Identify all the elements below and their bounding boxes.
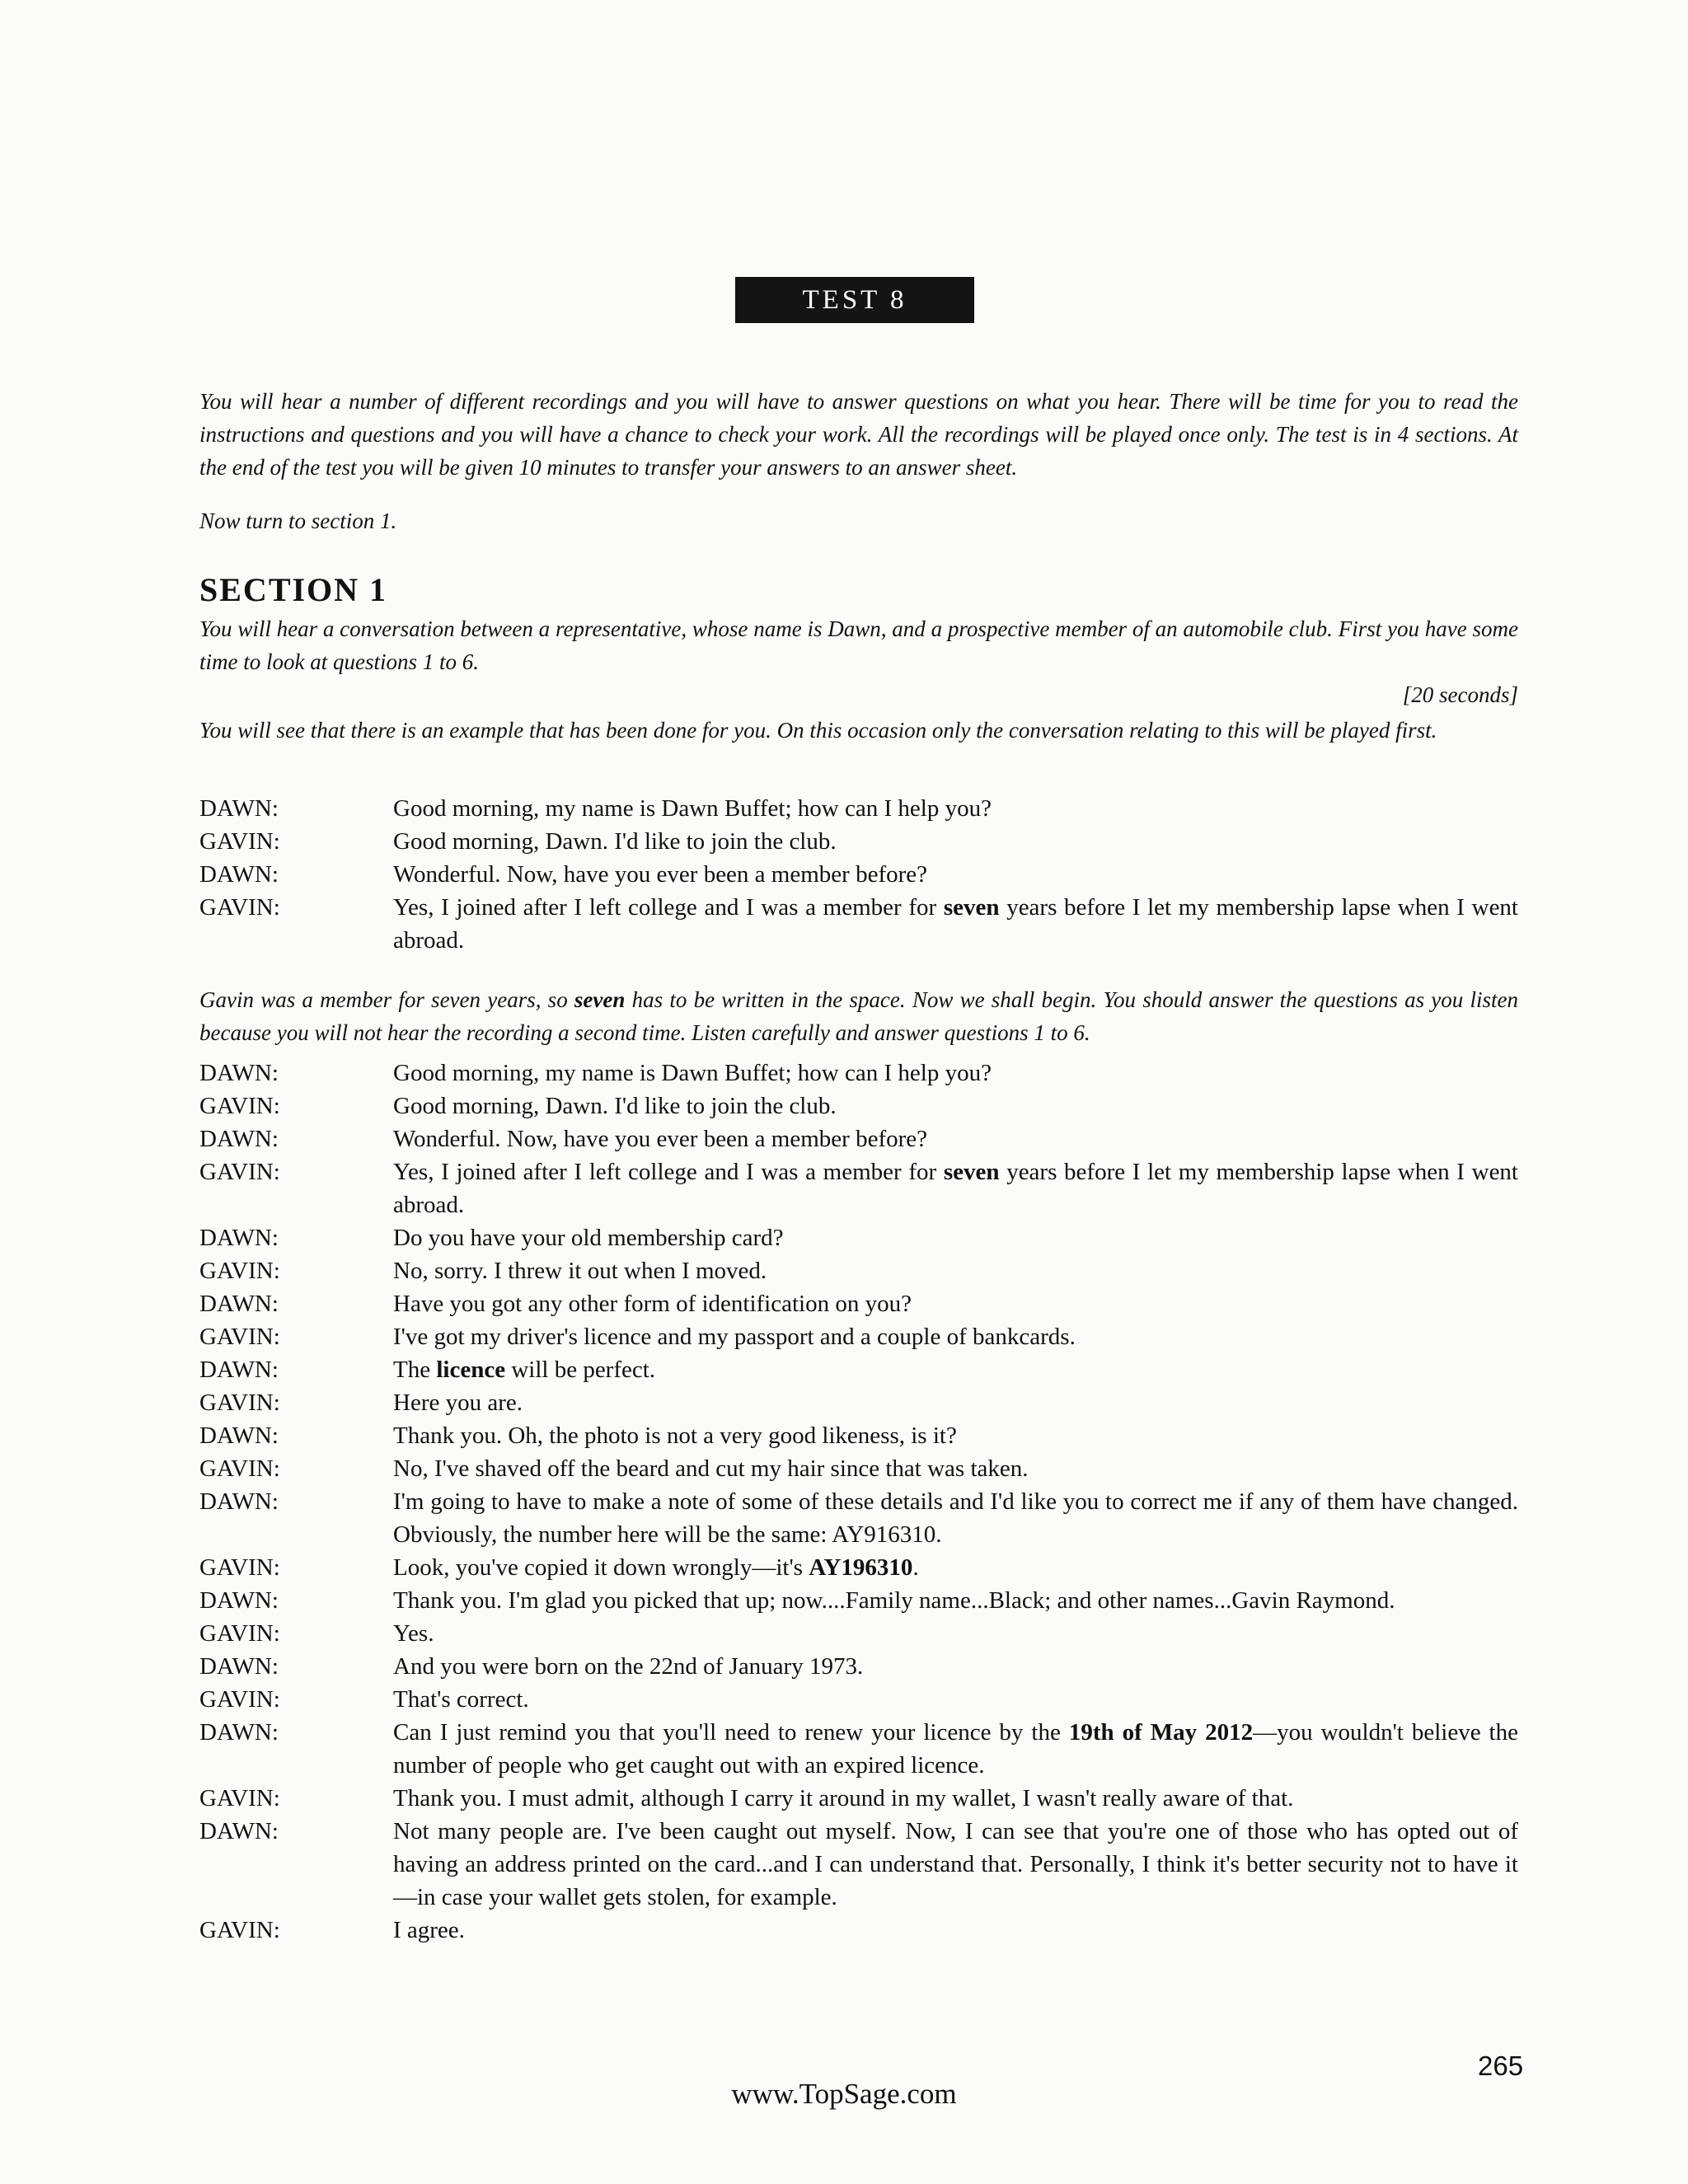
speaker: DAWN: — [199, 861, 279, 888]
utterance: No, I've shaved off the beard and cut my hair since that was taken. — [393, 1455, 1029, 1482]
answer-highlight: seven — [943, 1159, 1000, 1185]
utterance: That's correct. — [393, 1686, 529, 1713]
speaker: GAVIN: — [199, 1093, 280, 1119]
dialogue-line — [199, 1386, 1518, 1419]
dialogue-line — [199, 1320, 1518, 1353]
utterance: Thank you. I'm glad you picked that up; now....Family name...Black; and other names...Gavin Raymond. — [393, 1587, 1395, 1614]
dialogue-line — [199, 1353, 1518, 1386]
dialogue-line — [199, 1090, 1518, 1122]
speaker: GAVIN: — [199, 894, 280, 921]
speaker: DAWN: — [199, 1488, 279, 1515]
speaker: DAWN: — [199, 1225, 279, 1251]
utterance: Not many people are. I've been caught out myself. Now, I can see that you're one of those who has opted out of having an address printed on the card...and I can understand that. Personally, I think it's better security not to have it—in case your wallet gets stolen, for example. — [393, 1818, 1518, 1910]
utterance: Yes, I joined after I left college and I was a member for seven years before I let my membership lapse when I went abroad. — [393, 1159, 1518, 1218]
dialogue-line — [199, 1419, 1518, 1452]
speaker: DAWN: — [199, 1719, 279, 1746]
answer-highlight: seven — [943, 894, 1000, 921]
dialogue-line — [199, 792, 1518, 825]
speaker: DAWN: — [199, 1422, 279, 1449]
speaker: DAWN: — [199, 1291, 279, 1317]
answer-highlight: AY196310 — [809, 1554, 913, 1581]
utterance: I'm going to have to make a note of some of these details and I'd like you to correct me if any of them have changed. Obviously, the number here will be the same: AY916310. — [393, 1488, 1518, 1548]
answer-highlight: licence — [436, 1357, 506, 1383]
example-dialogue — [199, 792, 1518, 957]
dialogue-line — [199, 858, 1518, 891]
utterance: The licence will be perfect. — [393, 1357, 656, 1383]
section-intro-text: You will hear a conversation between a representative, whose name is Dawn, and a prospective member of an automobile club. First you have some time to look at questions 1 to 6. — [199, 616, 1518, 674]
dialogue-line — [199, 1551, 1518, 1584]
test-title: TEST 8 — [735, 277, 974, 323]
utterance: Can I just remind you that you'll need to renew your licence by the 19th of May 2012—you wouldn't believe the number of people who get caught out with an expired licence. — [393, 1719, 1518, 1779]
utterance: Good morning, my name is Dawn Buffet; how can I help you? — [393, 795, 992, 822]
utterance: Thank you. I must admit, although I carry it around in my wallet, I wasn't really aware of that. — [393, 1785, 1294, 1811]
speaker: GAVIN: — [199, 1159, 280, 1185]
speaker: DAWN: — [199, 1818, 279, 1844]
turn-instruction: Now turn to section 1. — [199, 509, 397, 533]
dialogue-line — [199, 825, 1518, 858]
dialogue-line — [199, 1155, 1518, 1221]
seconds-note: [20 seconds] — [1402, 682, 1518, 707]
main-dialogue — [199, 1057, 1518, 1947]
utterance: And you were born on the 22nd of January 1973. — [393, 1653, 864, 1680]
dialogue-line — [199, 1683, 1518, 1716]
dialogue-line — [199, 1057, 1518, 1090]
utterance: Look, you've copied it down wrongly—it's AY196310. — [393, 1554, 919, 1581]
example-intro: You will see that there is an example that has been done for you. On this occasion only the conversation relating to this will be played first. — [199, 718, 1437, 743]
page-number: 265 — [1478, 2050, 1524, 2081]
utterance: No, sorry. I threw it out when I moved. — [393, 1258, 767, 1284]
dialogue-line — [199, 1287, 1518, 1320]
utterance: Wonderful. Now, have you ever been a member before? — [393, 1126, 927, 1152]
utterance: Good morning, Dawn. I'd like to join the club. — [393, 1093, 837, 1119]
answer-highlight: seven — [574, 987, 626, 1012]
dialogue-line — [199, 1782, 1518, 1815]
dialogue-line — [199, 1716, 1518, 1782]
utterance: Yes. — [393, 1620, 434, 1647]
utterance: Thank you. Oh, the photo is not a very good likeness, is it? — [393, 1422, 957, 1449]
utterance: Wonderful. Now, have you ever been a member before? — [393, 861, 927, 888]
utterance: Here you are. — [393, 1390, 523, 1416]
speaker: GAVIN: — [199, 1324, 280, 1350]
instructions-text: You will hear a number of different recordings and you will have to answer questions on what you hear. There will be time for you to read the instructions and questions and you will have a chance to check your work. All the recordings will be played once only. The test is in 4 sections. At the end of the test you will be given 10 minutes to transfer your answers to an answer sheet. — [199, 389, 1518, 480]
dialogue-line — [199, 1221, 1518, 1254]
speaker: DAWN: — [199, 1126, 279, 1152]
dialogue-line — [199, 1584, 1518, 1617]
speaker: DAWN: — [199, 795, 279, 822]
speaker: GAVIN: — [199, 828, 280, 855]
speaker: GAVIN: — [199, 1917, 280, 1943]
speaker: GAVIN: — [199, 1455, 280, 1482]
dialogue-line — [199, 1452, 1518, 1485]
section-heading: SECTION 1 — [199, 571, 388, 608]
utterance: Yes, I joined after I left college and I was a member for seven years before I let my membership lapse when I went abroad. — [393, 894, 1518, 954]
dialogue-line — [199, 1815, 1518, 1914]
footer-url: www.TopSage.com — [731, 2078, 957, 2110]
utterance: Have you got any other form of identification on you? — [393, 1291, 912, 1317]
dialogue-line — [199, 1650, 1518, 1683]
answer-highlight: 19th of May 2012 — [1068, 1719, 1254, 1746]
dialogue-line — [199, 1122, 1518, 1155]
utterance: I've got my driver's licence and my passport and a couple of bankcards. — [393, 1324, 1076, 1350]
speaker: GAVIN: — [199, 1258, 280, 1284]
speaker: GAVIN: — [199, 1686, 280, 1713]
speaker: GAVIN: — [199, 1554, 280, 1581]
dialogue-line — [199, 891, 1518, 957]
test-instructions — [199, 385, 1518, 484]
utterance: Good morning, Dawn. I'd like to join the club. — [393, 828, 837, 855]
dialogue-line — [199, 1485, 1518, 1551]
speaker: GAVIN: — [199, 1785, 280, 1811]
utterance: I agree. — [393, 1917, 465, 1943]
speaker: DAWN: — [199, 1587, 279, 1614]
speaker: DAWN: — [199, 1357, 279, 1383]
dialogue-line — [199, 1914, 1518, 1947]
dialogue-line — [199, 1254, 1518, 1287]
speaker: GAVIN: — [199, 1390, 280, 1416]
utterance: Do you have your old membership card? — [393, 1225, 784, 1251]
dialogue-line — [199, 1617, 1518, 1650]
speaker: DAWN: — [199, 1060, 279, 1086]
example-note: Gavin was a member for seven years, so seven has to be written in the space. Now we shall begin. You should answer the questions as you listen because you will not hear the recording a second time. Listen carefully and answer questions 1 to 6. — [199, 987, 1518, 1045]
speaker: DAWN: — [199, 1653, 279, 1680]
section-intro — [199, 612, 1518, 711]
utterance: Good morning, my name is Dawn Buffet; how can I help you? — [393, 1060, 992, 1086]
speaker: GAVIN: — [199, 1620, 280, 1647]
